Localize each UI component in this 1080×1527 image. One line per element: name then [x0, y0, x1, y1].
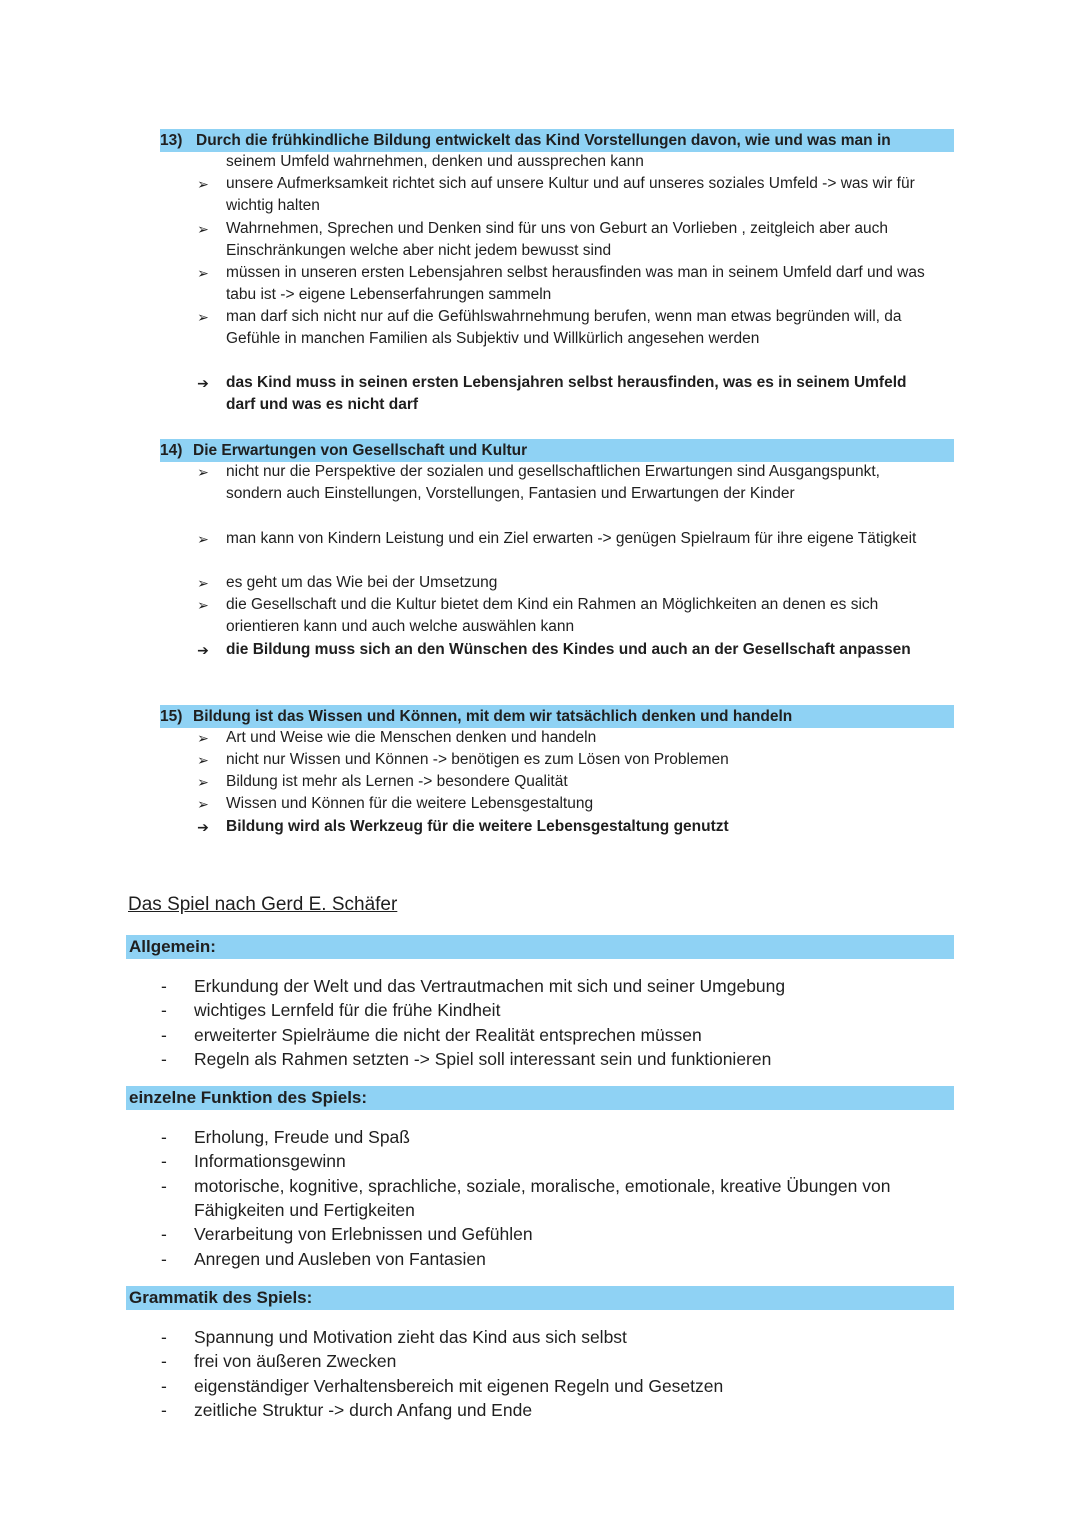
conclusion-text: die Bildung muss sich an den Wünschen des Kindes und auch an der Gesellschaft anpassen: [226, 641, 911, 658]
conclusion-text: das Kind muss in seinen ersten Lebensjahren selbst herausfinden, was es in seinem Umfeld darf und was es nicht darf: [226, 374, 907, 414]
dash-bullet-icon: -: [161, 976, 167, 996]
section-14-heading: [160, 439, 954, 462]
bullet-text: müssen in unseren ersten Lebensjahren selbst herausfinden was man in seinem Umfeld darf und was tabu ist -> eigene Lebenserfahrungen sammeln: [226, 264, 925, 304]
bullet-text: man darf sich nicht nur auf die Gefühlswahrnehmung berufen, wenn man etwas begründen will, da Gefühle in manchen Familien als Subjektiv und Willkürlich angesehen werden: [226, 308, 902, 348]
arrowhead-bullet-icon: ➢: [197, 752, 209, 768]
bullet-item: [197, 173, 926, 217]
dash-bullet-icon: -: [161, 1000, 167, 1020]
right-arrow-icon: ➔: [197, 819, 209, 835]
bullet-item: [197, 727, 926, 749]
dash-item-text: Verarbeitung von Erlebnissen und Gefühlen: [194, 1224, 533, 1244]
section-15-heading: [160, 705, 954, 728]
section-13-heading-continuation: seinem Umfeld wahrnehmen, denken und aussprechen kann: [226, 153, 644, 170]
dash-item-text: Informationsgewinn: [194, 1151, 346, 1171]
dash-item-text: erweiterter Spielräume die nicht der Realität entsprechen müssen: [194, 1025, 702, 1045]
arrowhead-bullet-icon: ➢: [197, 531, 209, 547]
arrowhead-bullet-icon: ➢: [197, 774, 209, 790]
dash-item-text: Spannung und Motivation zieht das Kind aus sich selbst: [194, 1327, 627, 1347]
dash-item-text: wichtiges Lernfeld für die frühe Kindheit: [194, 1000, 501, 1020]
dash-bullet-icon: -: [161, 1249, 167, 1269]
bullet-text: unsere Aufmerksamkeit richtet sich auf unsere Kultur und auf unseres soziales Umfeld -> was wir für wichtig halten: [226, 175, 915, 215]
right-arrow-icon: ➔: [197, 375, 209, 391]
bullet-text: nicht nur Wissen und Können -> benötigen es zum Lösen von Problemen: [226, 751, 729, 768]
dash-bullet-icon: -: [161, 1376, 167, 1396]
dash-item: [161, 1398, 934, 1422]
bullet-text: die Gesellschaft und die Kultur bietet dem Kind ein Rahmen an Möglichkeiten an denen es sich orientieren kann und auch welche auswählen kann: [226, 596, 879, 636]
dash-item: [161, 1222, 934, 1246]
dash-item-text: eigenständiger Verhaltensbereich mit eigenen Regeln und Gesetzen: [194, 1376, 724, 1396]
arrowhead-bullet-icon: ➢: [197, 309, 209, 325]
dash-item: [161, 1349, 934, 1373]
allgemein-heading: Allgemein:: [126, 935, 954, 959]
dash-bullet-icon: -: [161, 1049, 167, 1069]
arrowhead-bullet-icon: ➢: [197, 730, 209, 746]
bullet-text: Bildung ist mehr als Lernen -> besondere Qualität: [226, 773, 568, 790]
arrowhead-bullet-icon: ➢: [197, 265, 209, 281]
section-number: 14): [160, 442, 183, 459]
arrowhead-bullet-icon: ➢: [197, 221, 209, 237]
section-title: Die Erwartungen von Gesellschaft und Kultur: [193, 442, 528, 459]
dash-bullet-icon: -: [161, 1151, 167, 1171]
arrowhead-bullet-icon: ➢: [197, 176, 209, 192]
dash-item: [161, 1149, 934, 1173]
dash-item-text: Regeln als Rahmen setzten -> Spiel soll interessant sein und funktionieren: [194, 1049, 772, 1069]
bullet-item: [197, 572, 926, 594]
bullet-text: Wissen und Können für die weitere Lebensgestaltung: [226, 795, 594, 812]
dash-item-text: Erholung, Freude und Spaß: [194, 1127, 410, 1147]
arrowhead-bullet-icon: ➢: [197, 796, 209, 812]
bullet-text: es geht um das Wie bei der Umsetzung: [226, 574, 498, 591]
dash-item: [161, 1125, 934, 1149]
bullet-item: [197, 594, 926, 638]
dash-item: [161, 1325, 934, 1349]
funktion-heading: einzelne Funktion des Spiels:: [126, 1086, 954, 1110]
right-arrow-icon: ➔: [197, 642, 209, 658]
bullet-item: [197, 262, 926, 306]
spiel-title: Das Spiel nach Gerd E. Schäfer: [128, 894, 398, 915]
bullet-text: Wahrnehmen, Sprechen und Denken sind für uns von Geburt an Vorlieben , zeitgleich aber auch Einschränkungen welche aber nicht jedem bewusst sind: [226, 220, 889, 260]
bullet-item: [197, 528, 926, 550]
dash-item: [161, 1174, 934, 1223]
dash-item-text: Anregen und Ausleben von Fantasien: [194, 1249, 486, 1269]
dash-item: [161, 1374, 934, 1398]
bullet-item: [197, 461, 926, 505]
bullet-item: [197, 218, 926, 262]
dash-item: [161, 1047, 934, 1071]
dash-item: [161, 998, 934, 1022]
dash-item: [161, 1247, 934, 1271]
dash-item-text: frei von äußeren Zwecken: [194, 1351, 397, 1371]
dash-item-text: zeitliche Struktur -> durch Anfang und Ende: [194, 1400, 533, 1420]
dash-item-text: motorische, kognitive, sprachliche, soziale, moralische, emotionale, kreative Übungen von Fähigkeiten und Fertigkeiten: [194, 1176, 891, 1221]
conclusion-item: [197, 639, 926, 661]
grammatik-heading: Grammatik des Spiels:: [126, 1286, 954, 1310]
dash-bullet-icon: -: [161, 1025, 167, 1045]
conclusion-text: Bildung wird als Werkzeug für die weitere Lebensgestaltung genutzt: [226, 818, 729, 835]
bullet-text: nicht nur die Perspektive der sozialen und gesellschaftlichen Erwartungen sind Ausgangspunkt, sondern auch Einstellungen, Vorstellungen, Fantasien und Erwartungen der Kinder: [226, 463, 880, 503]
bullet-item: [197, 306, 926, 350]
dash-item-text: Erkundung der Welt und das Vertrautmachen mit sich und seiner Umgebung: [194, 976, 786, 996]
dash-bullet-icon: -: [161, 1224, 167, 1244]
section-13-heading: [160, 129, 954, 152]
section-title: Bildung ist das Wissen und Können, mit dem wir tatsächlich denken und handeln: [193, 708, 793, 725]
arrowhead-bullet-icon: ➢: [197, 575, 209, 591]
bullet-text: Art und Weise wie die Menschen denken und handeln: [226, 729, 597, 746]
dash-item: [161, 1023, 934, 1047]
bullet-item: [197, 771, 926, 793]
dash-bullet-icon: -: [161, 1400, 167, 1420]
dash-item: [161, 974, 934, 998]
dash-bullet-icon: -: [161, 1327, 167, 1347]
dash-bullet-icon: -: [161, 1127, 167, 1147]
bullet-item: [197, 749, 926, 771]
dash-bullet-icon: -: [161, 1351, 167, 1371]
bullet-text: man kann von Kindern Leistung und ein Ziel erwarten -> genügen Spielraum für ihre eigene Tätigkeit: [226, 530, 917, 547]
bullet-item: [197, 793, 926, 815]
section-number: 15): [160, 708, 183, 725]
dash-bullet-icon: -: [161, 1176, 167, 1196]
conclusion-item: [197, 372, 926, 416]
arrowhead-bullet-icon: ➢: [197, 464, 209, 480]
conclusion-item: [197, 816, 926, 838]
arrowhead-bullet-icon: ➢: [197, 597, 209, 613]
section-title: Durch die frühkindliche Bildung entwickelt das Kind Vorstellungen davon, wie und was man in: [196, 132, 891, 149]
section-number: 13): [160, 132, 183, 149]
